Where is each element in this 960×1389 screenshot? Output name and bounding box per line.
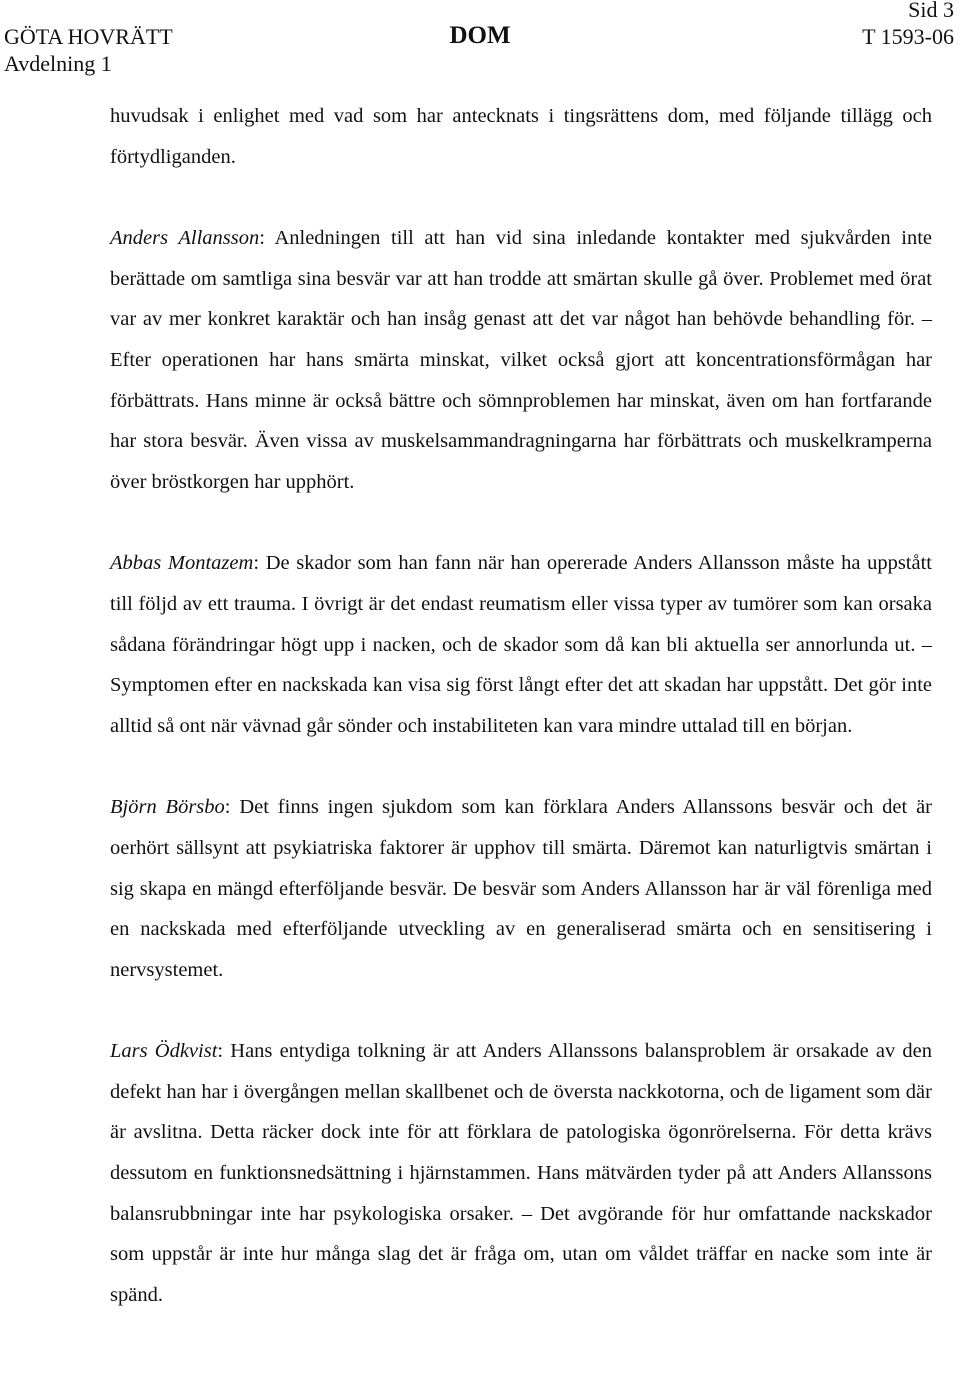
document-body xyxy=(110,96,932,1356)
paragraph-testimony-borsbo xyxy=(110,787,932,990)
case-number: T 1593-06 xyxy=(862,24,954,49)
speaker-name: Anders Allansson xyxy=(110,227,260,250)
speaker-name: Lars Ödkvist xyxy=(110,1040,218,1063)
speaker-separator: : xyxy=(259,227,275,250)
paragraph-intro xyxy=(110,96,932,177)
page-number: Sid 3 xyxy=(908,0,954,22)
paragraph-testimony-allansson xyxy=(110,218,932,502)
paragraph-testimony-odkvist xyxy=(110,1031,932,1315)
speaker-separator: : xyxy=(224,796,240,819)
speaker-name: Abbas Montazem xyxy=(110,552,254,575)
paragraph-text: Det finns ingen sjukdom som kan förklara Anders Allanssons besvär och det är oerhört sällsynt att psykiatriska faktorer är upphov till smärta. Däremot kan naturligtvis smärtan i sig skapa en mängd efterföljande besvär. De besvär som Anders Allansson har är väl förenliga med en nackskada med efterföljande utveckling av en generaliserad smärta och en sensitisering i nervsystemet. xyxy=(110,796,932,981)
paragraph-text: Hans entydiga tolkning är att Anders Allanssons balansproblem är orsakade av den defekt han har i övergången mellan skallbenet och de översta nackkotorna, och de ligament som där är avslitna. Detta räcker dock inte för att förklara de patologiska ögonrörelserna. För detta krävs dessutom en funktionsnedsättning i hjärnstammen. Hans mätvärden tyder på att Anders Allanssons balansrubbningar inte har psykologiska orsaker. – Det avgörande för hur omfattande nackskador som uppstår är inte hur många slag det är fråga om, utan om våldet träffar en nacke som inte är spänd. xyxy=(110,1040,932,1306)
speaker-separator: : xyxy=(217,1040,231,1063)
paragraph-text: huvudsak i enlighet med vad som har antecknats i tingsrättens dom, med följande tillägg och förtydliganden. xyxy=(110,105,932,168)
court-name: GÖTA HOVRÄTT xyxy=(4,24,173,49)
paragraph-testimony-montazem xyxy=(110,543,932,746)
paragraph-text: De skador som han fann när han opererade Anders Allansson måste ha uppstått till följd av ett trauma. I övrigt är det endast reumatism eller vissa typer av tumörer som kan orsaka sådana förändringar högt upp i nacken, och de skador som då kan bli aktuella ser annorlunda ut. – Symptomen efter en nackskada kan visa sig först långt efter det att skadan har uppstått. Det gör inte alltid så ont när vävnad går sönder och instabiliteten kan vara mindre uttalad till en början. xyxy=(110,552,932,737)
paragraph-text: Anledningen till att han vid sina inledande kontakter med sjukvården inte berättade om samtliga sina besvär var att han trodde att smärtan skulle gå över. Problemet med örat var av mer konkret karaktär och han insåg genast att det var något han behövde behandling för. – Efter operationen har hans smärta minskat, vilket också gjort att koncentrationsförmågan har förbättrats. Hans minne är också bättre och sömnproblemen har minskat, även om han fortfarande har stora besvär. Även vissa av muskelsammandragningarna har förbättrats och muskelkramperna över bröstkorgen har upphört. xyxy=(110,227,932,493)
speaker-separator: : xyxy=(253,552,266,575)
speaker-name: Björn Börsbo xyxy=(110,796,225,819)
document-title: DOM xyxy=(449,22,511,49)
division-name: Avdelning 1 xyxy=(4,51,112,76)
